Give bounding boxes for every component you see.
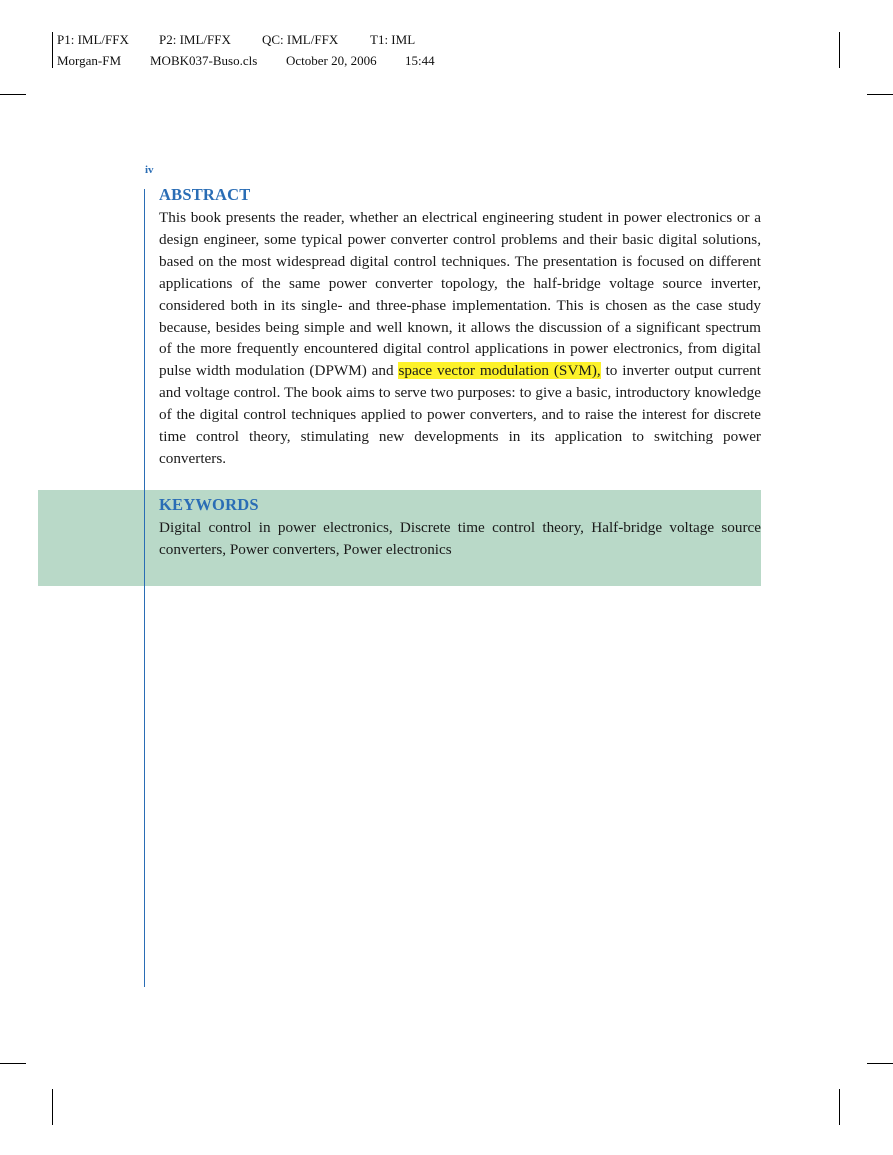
- slug-p2: P2: IML/FFX: [159, 32, 231, 47]
- slug-time: 15:44: [405, 53, 435, 68]
- abstract-text-part-1: This book presents the reader, whether an electrical engineering student in power electronics or a design engineer, some typical power converter control problems and their basic digital solutions, based on the most widespread digital control techniques. The presentation is focused on different applications of the same power converter topology, the half-bridge voltage source inverter, considered both in its single- and three-phase implementation. This is chosen as the case study because, besides being simple and well known, it allows the discussion of a significant spectrum of the more frequently encountered digital control applications in power electronics, from digital pulse width modulation (DPWM) and: [159, 209, 761, 380]
- slug-p1: P1: IML/FFX: [57, 32, 129, 47]
- slug-chapter: Morgan-FM: [57, 53, 122, 68]
- crop-mark-left-top: [0, 94, 26, 95]
- slug-t1: T1: IML: [370, 32, 416, 47]
- abstract-heading: ABSTRACT: [159, 185, 251, 204]
- crop-mark-right-top: [867, 94, 893, 95]
- abstract-text-part-2: to inverter output current and voltage control. The book aims to serve two purposes: to give a basic, introductory knowledge of the digital control techniques applied to power converters, and to raise the interest for discrete time control theory, stimulating new developments in its application to switching power converters.: [159, 362, 761, 467]
- slug-date: October 20, 2006: [286, 53, 377, 68]
- crop-mark-bottom-left: [52, 1089, 53, 1125]
- crop-mark-top-right: [839, 32, 840, 68]
- keywords-heading: KEYWORDS: [159, 495, 259, 514]
- crop-mark-right-bottom: [867, 1063, 893, 1064]
- crop-mark-bottom-right: [839, 1089, 840, 1125]
- page-number: iv: [145, 164, 154, 176]
- slug-qc: QC: IML/FFX: [262, 32, 339, 47]
- slug-file: MOBK037-Buso.cls: [150, 53, 258, 68]
- crop-mark-top-left: [52, 32, 53, 68]
- abstract-highlight: space vector modulation (SVM),: [398, 362, 601, 380]
- abstract-text: [159, 207, 761, 470]
- margin-rule: [144, 189, 145, 987]
- crop-mark-left-bottom: [0, 1063, 26, 1064]
- keywords-text: Digital control in power electronics, Discrete time control theory, Half-bridge voltage source converters, Power converters, Power electronics: [159, 519, 761, 558]
